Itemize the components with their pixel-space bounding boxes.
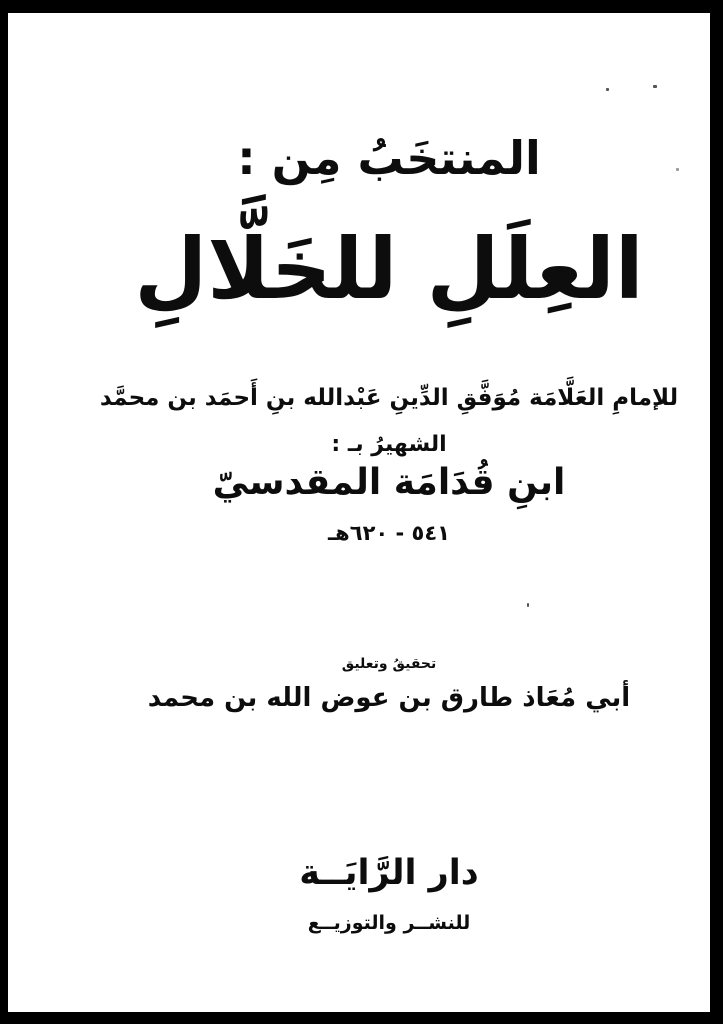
author-dates: ٥٤١ - ٦٢٠هـ	[328, 521, 450, 545]
editor-name: أبي مُعَاذ طارق بن عوض الله بن محمد	[147, 683, 631, 713]
series-label: المنتخَبُ مِن :	[237, 131, 541, 185]
author-intro: للإمامِ العَلَّامَة مُوَفَّقِ الدِّينِ عَبْدالله بنِ أَحمَد بن محمَّد	[99, 385, 679, 411]
publisher-logo-text: دار الرَّايَــة	[299, 853, 479, 893]
scan-speckle	[606, 88, 609, 91]
editing-label: تحقيقُ وتعليق	[341, 656, 437, 672]
scan-speckle	[527, 603, 529, 607]
known-as-label: الشهيرُ بـ :	[331, 432, 447, 457]
publisher-tagline: للنشــر والتوزيــع	[307, 912, 471, 934]
scan-speckle	[653, 85, 657, 88]
scan-speckle	[676, 168, 679, 171]
author-name: ابنِ قُدَامَة المقدسيّ	[212, 462, 566, 503]
book-title: العِلَلِ للخَلَّالِ	[134, 220, 644, 318]
